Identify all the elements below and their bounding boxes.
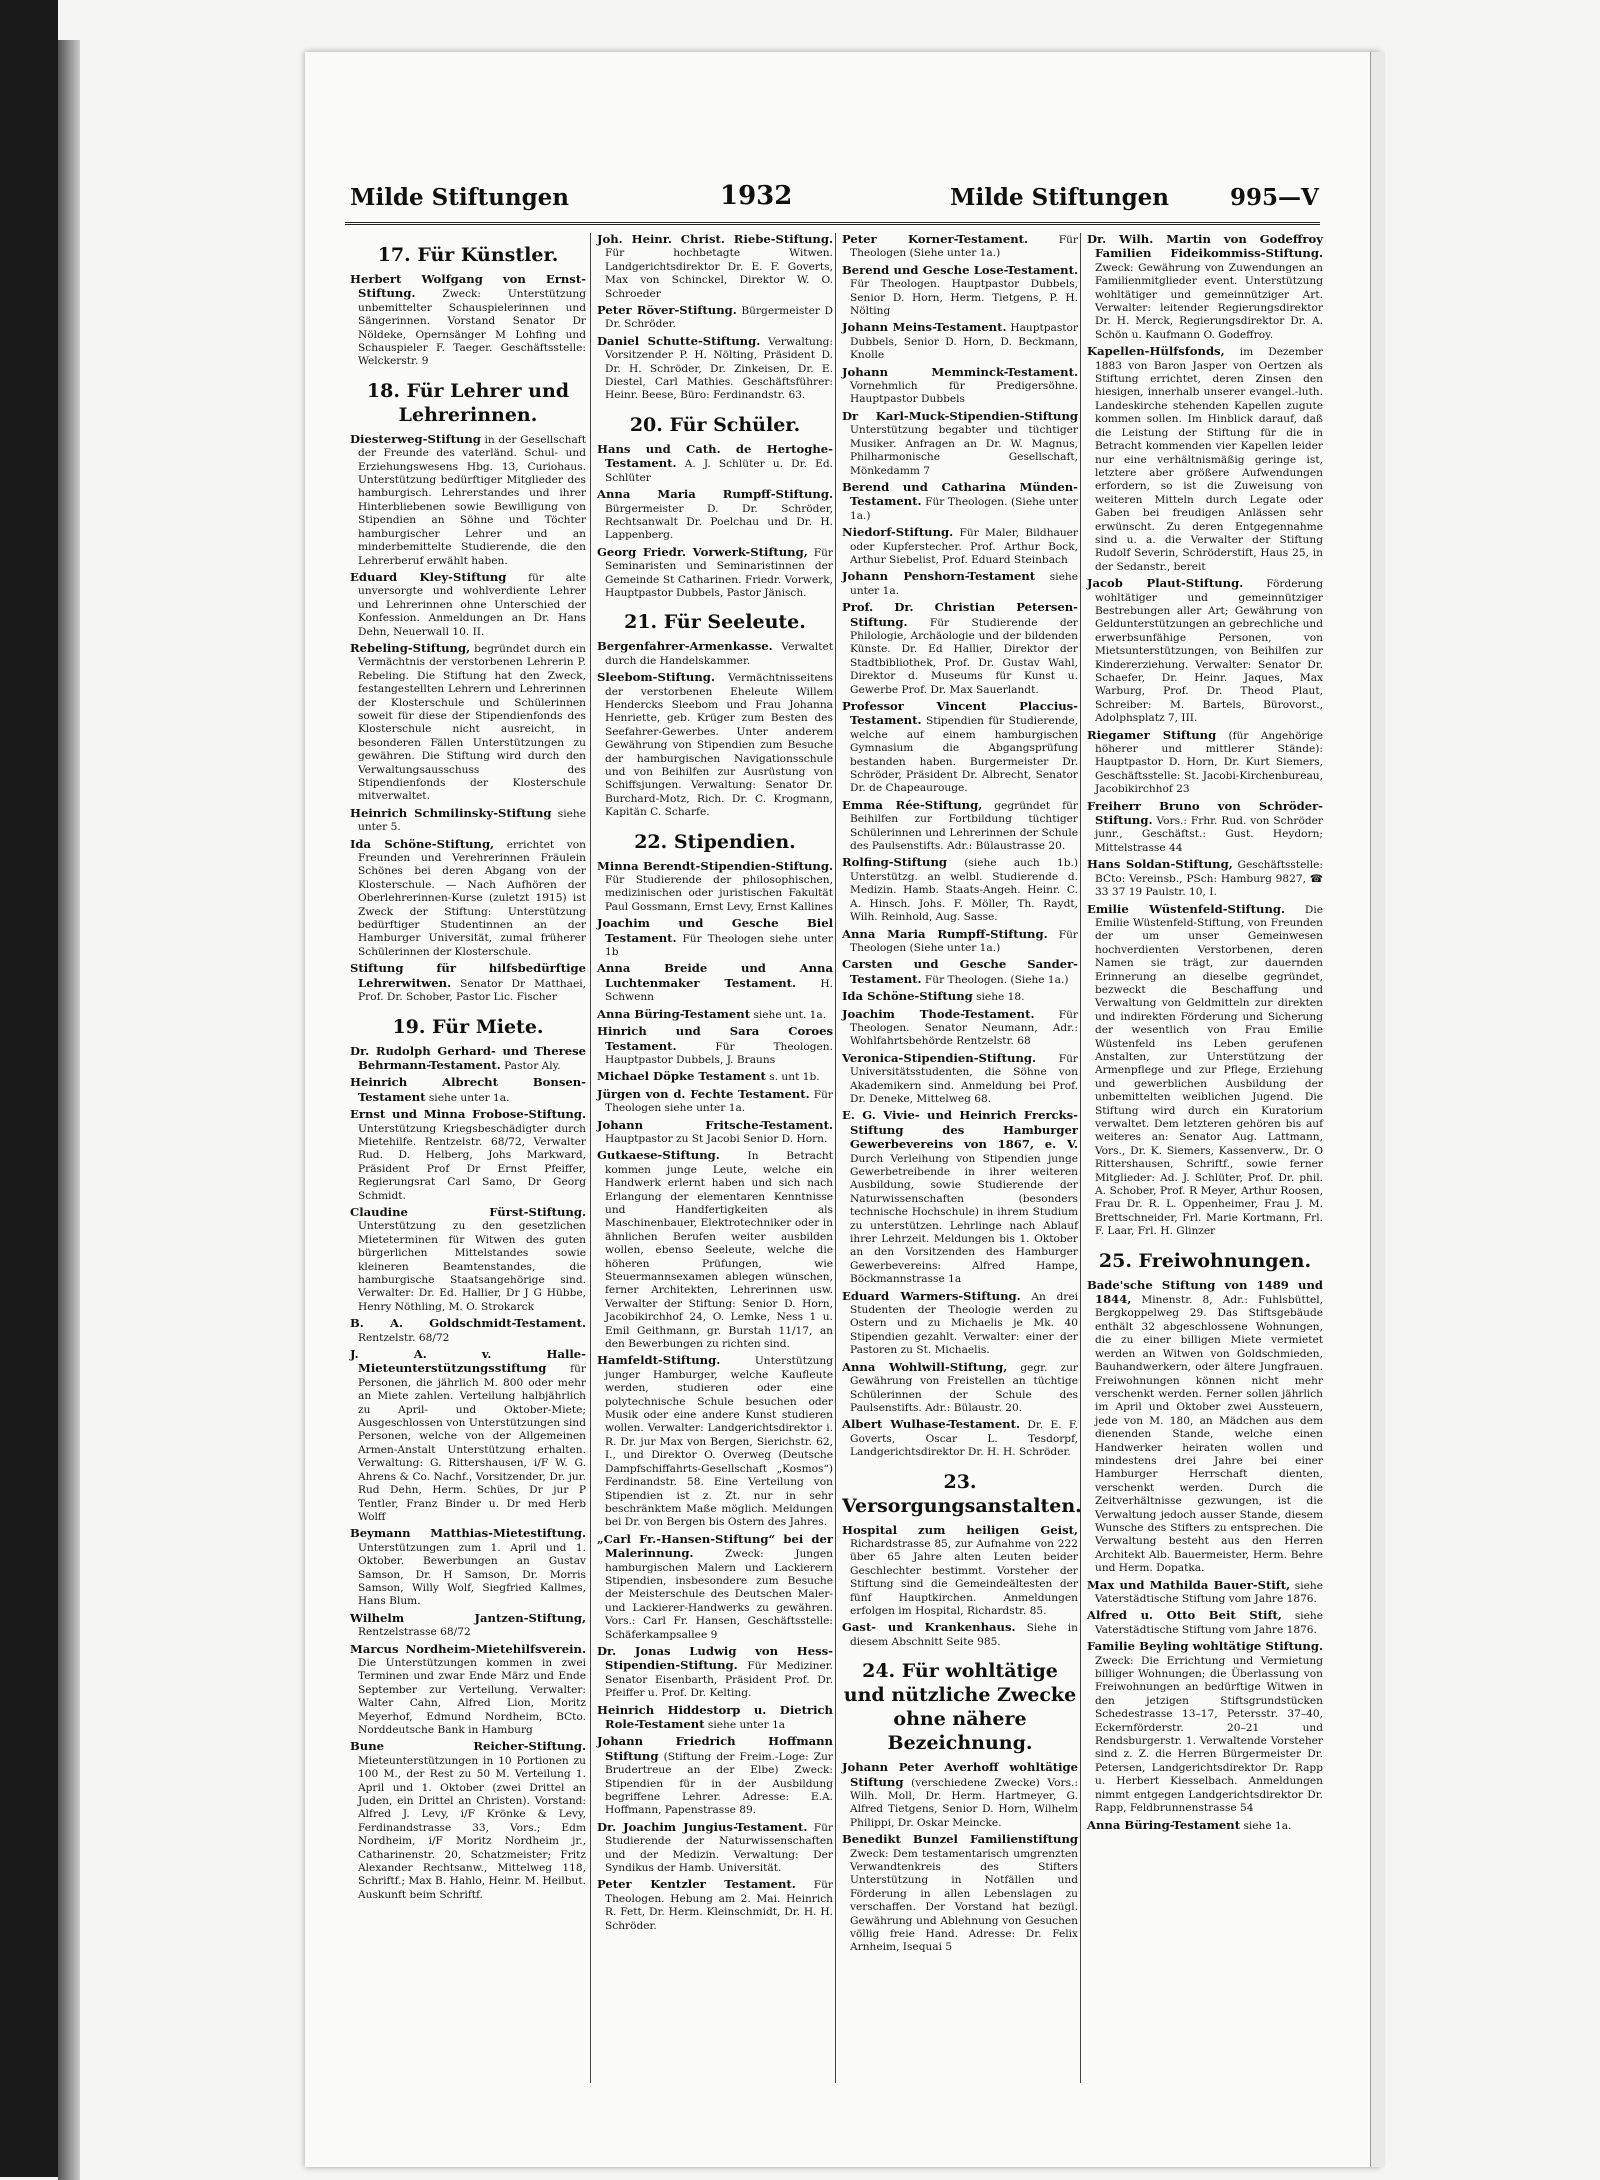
entry-text: Unterstützung Kriegsbeschädigter durch Mietehilfe. Rentzelstr. 68/72, Verwalter Rud. D. Helberg, Johs Markward, Präsident Prof Dr Ernst Pfeiffer, Regierungsrat Carl Samo, Dr Georg Schmidt.	[358, 1122, 586, 1202]
entry-name: Daniel Schutte-Stiftung.	[597, 333, 761, 348]
entry-name: Benedikt Bunzel Familienstiftung	[842, 1832, 1078, 1847]
entry-name: Professor Vincent Placcius-Testament.	[842, 699, 1078, 728]
entry-name: Dr. Joachim Jungius-Testament.	[597, 1819, 808, 1834]
entry-name: Wilhelm Jantzen-Stiftung,	[350, 1610, 586, 1625]
text-column-2	[597, 233, 833, 1936]
entry-text: Zweck: Unterstützung unbemittelter Schauspielerinnen und Sängerinnen. Vorstand Senator Dr Nöldeke, Opernsänger M Lohfing und Schauspieler F. Taeger. Geschäftsstelle: Welckerstr. 9	[358, 288, 586, 368]
entry-text: (für Angehörige höherer und mittlerer Stände): Hauptpastor D. Horn, Dr. Kurt Siemers, Geschäftsstelle: St. Jacobi-Kirchenbureau, Jacobikirchhof 23	[1095, 729, 1324, 796]
entry-name: Heinrich Albrecht Bonsen-Testament	[350, 1075, 586, 1104]
entry-name: Berend und Catharina Münden-Testament.	[842, 479, 1078, 509]
entry-text: im Dezember 1883 von Baron Jasper von Oertzen als Stiftung errichtet, deren Zinsen den hiesigen, innerhalb unserer evangel.-luth. Landeskirche stehenden Kapellen zugute kommen sollen. Im Hinblick darauf, daß die Leistung der Stiftung für die in Betracht kommenden vier Kapellen leider nur eine verhältnismäßig geringe ist, letztere aber größere Aufwendungen erfordern, so ist die Zuweisung von weiteren Mitteln durch Legate oder Gaben bei freudigen Anlässen sehr erwünscht. Zu deren Entgegennahme sind u. a. die Verwalter der Stiftung Rudolf Severin, Schröderstift, Haus 25, in der Sedanstr., bereit	[1095, 346, 1323, 573]
column-divider	[590, 233, 591, 2083]
entry-text: Förderung wohltätiger und gemeinnütziger Bestrebungen aller Art; Gewährung von Geldunterstützungen an gebrechliche und erwerbsunfähige Personen, von Mietsunterstützungen, von Beihilfen zur Kindererziehung. Verwalter: Senator Dr. Schaefer, Dr. Heinr. Jaques, Max Warburg, Prof. Dr. Theod Plaut, Schreiber: M. Bartels, Bürovorst., Adolphsplatz 7, III.	[1095, 578, 1324, 725]
section-heading: 25. Freiwohnungen.	[1098, 1249, 1312, 1272]
entry-name: Ida Schöne-Stiftung	[842, 989, 973, 1004]
entry-name: Heinrich Hiddestorp u. Dietrich Role-Testament	[597, 1702, 833, 1731]
entry-text: Vors.: Frhr. Rud. von Schröder junr., Geschäftst.: Gust. Heydorn; Mittelstrasse 44	[1095, 815, 1323, 854]
entry-text: siehe unter 5.	[358, 807, 586, 834]
foundation-entry	[597, 443, 833, 485]
foundation-entry	[842, 928, 1078, 956]
foundation-entry	[842, 958, 1078, 987]
foundation-entry	[842, 700, 1078, 796]
entry-name: Claudine Fürst-Stiftung.	[350, 1204, 586, 1219]
entry-name: Freiherr Bruno von Schröder-Stiftung.	[1087, 798, 1323, 828]
entry-text: Für Theologen siehe unter 1a.	[605, 1088, 833, 1115]
entry-text: s. unt 1b.	[765, 1071, 820, 1084]
foundation-entry	[842, 366, 1078, 407]
entry-text: Für Theologen. Hauptpastor Dubbels, Senior D. Horn, Herm. Tietgens, P. H. Nölting	[850, 278, 1078, 318]
entry-text: Für Theologen. (Siehe unter 1a.)	[850, 496, 1078, 522]
entry-text: Hauptpastor zu St Jacobi Senior D. Horn.	[605, 1132, 828, 1145]
entry-text: In Betracht kommen junge Leute, welche ein Handwerk erlernt haben und sich nach Erlangung der elementaren Kenntnisse und Handfertigkeiten als Maschinenbauer, Elektrotechniker oder in ähnlichen Berufen weiter ausbilden wollen, ebenso Seeleute, welche die höheren Prüfungen, wie Steuermannsexamen ablegen wünschen, ferner Architekten, Lehrerinnen usw. Verwalter der Stiftung: Senior D. Horn, Jacobikirchhof 24, O. Lemke, Ness 1 u. Emil Geithmann, gr. Burstah 11/17, an den Bewerbungen zu richten sind.	[605, 1150, 833, 1351]
entry-text: Die Unterstützungen kommen in zwei Terminen und zwar Ende März und Ende September zur Verteilung. Verwalter: Walter Cahn, Alfred Lion, Moritz Meyerhof, Edmund Nordheim, BCto. Norddeutsche Bank in Hamburg	[358, 1656, 586, 1736]
entry-text: Verwaltung: Vorsitzender P. H. Nölting, Präsident D. Dr. H. Schröder, Dr. Zinkeisen, Dr. E. Diestel, Carl Mathies. Geschäftsführer: Heinr. Beese, Büro: Ferdinandstr. 63.	[605, 335, 833, 402]
entry-name: Anna Büring-Testament	[1087, 1817, 1241, 1832]
foundation-entry	[842, 321, 1078, 362]
foundation-entry	[842, 481, 1078, 523]
foundation-entry	[597, 1821, 833, 1876]
entry-text: Bürgermeister D Dr. Schröder.	[605, 305, 833, 331]
text-column-3	[842, 232, 1082, 1958]
entry-text: (Stiftung der Freim.-Loge: Zur Brudertreue an der Elbe) Zweck: Stipendien für in der Ausbildung begriffene Lehrer. Adresse: E.A. Hoffmann, Papenstrasse 89.	[605, 1750, 833, 1817]
section-heading: 19. Für Miete.	[392, 1015, 544, 1038]
entry-name: Kapellen-Hülfsfonds,	[1087, 344, 1225, 359]
entry-name: Carsten und Gesche Sander-Testament.	[842, 957, 1078, 986]
foundation-entry	[597, 1008, 833, 1022]
entry-text: Zweck: Gewährung von Zuwendungen an Familienmitglieder event. Unterstützung wohltätiger und gemeinnütziger Art. Verwalter: leitender Regierungsdirektor Dr. H. Merck, Regierungsdirektor Dr. A. Schön u. Kaufmann O. Godeffroy.	[1095, 261, 1323, 341]
entry-text: Unterstützung zu den gesetzlichen Mieteterminen für Witwen des guten bürgerlichen Mittelstandes sowie kleineren Beamtenstandes, die hamburgische Staatsangehörige sind. Verwalter: Dr. Ed. Hallier, Dr J G Hübbe, Henry Nöthling, M. O. Strokarck	[358, 1220, 586, 1313]
foundation-entry	[1087, 1279, 1323, 1576]
entry-text: Senator Dr Matthaei, Prof. Dr. Schober, Pastor Lic. Fischer	[358, 977, 586, 1004]
entry-text: siehe Vaterstädtische Stiftung vom Jahre 1876.	[1095, 1610, 1324, 1636]
foundation-entry	[842, 1052, 1078, 1107]
entry-name: Joachim und Gesche Biel Testament.	[597, 916, 833, 945]
entry-name: Prof. Dr. Christian Petersen-Stiftung.	[842, 600, 1078, 629]
section-heading: 17. Für Künstler.	[377, 244, 559, 266]
entry-name: Bade'sche Stiftung von 1489 und 1844,	[1087, 1277, 1323, 1307]
foundation-entry	[842, 570, 1078, 598]
entry-text: Für Maler, Bildhauer oder Kupferstecher. Prof. Arthur Bock, Arthur Siebelist, Prof. Eduard Steinbach	[850, 527, 1078, 566]
entry-text: Hauptpastor Dubbels, Senior D. Horn, D. Beckmann, Knolle	[850, 322, 1078, 362]
entry-name: Alfred u. Otto Beit Stift,	[1087, 1608, 1282, 1623]
entry-text: Unterstützung begabter und tüchtiger Musiker. Anfragen an Dr. W. Magnus, Philharmonische Gesellschaft, Mönkedamm 7	[850, 424, 1078, 477]
entry-name: Familie Beyling wohltätige Stiftung.	[1087, 1639, 1323, 1654]
entry-name: B. A. Goldschmidt-Testament.	[350, 1316, 586, 1331]
entry-text: Die Emilie Wüstenfeld-Stiftung, von Freunden der um unser Gemeinwesen hochverdienten Verstorbenen, deren Namen sie trägt, zur dauernden Erinnerung an dieselbe gegründet, bezweckt die Beschaffung und Verwaltung von Geldmitteln zur direkten und indirekten Förderung und Sicherung der wesentlich von Frau Emilie Wüstenfeld ins Leben gerufenen Anstalten, zur Unterstützung der Armenpflege und zur Pflege, Erziehung und gewerblichen Ausbildung der unbemittelten weiblichen Jugend. Die Stiftung wird durch ein Kuratorium verwaltet. Dem letzteren gehören bis auf weiteres an: Senator Aug. Lattmann, Vors., Dr. K. Siemers, Kassenverw., Dr. O Rittershausen, Schriftf., sowie ferner Mitglieder: Ad. J. Schlüter, Prof. Dr. phil. A. Schober, Prof. R Meyer, Arthur Roosen, Frau Dr. R. L. Oppenheimer, Frau J. M. Brettschneider, Frl. Marie Kortmann, Frl. F. Laar, Frl. H. Glinzer	[1095, 903, 1323, 1238]
entry-text: siehe Vaterstädtische Stiftung vom Jahre 1876.	[1095, 1579, 1323, 1605]
entry-name: Eduard Kley-Stiftung	[350, 569, 507, 584]
entry-name: Sleebom-Stiftung.	[597, 670, 715, 685]
entry-text: siehe 1a.	[1240, 1819, 1292, 1832]
entry-text: Richardstrasse 85, zur Aufnahme von 222 über 65 Jahre alten Leuten beider Geschlechter bestimmt. Vorsteher der Stiftung sind die Gemeindeältesten der fünf Hauptkirchen. Anmeldungen erfolgen im Hospital, Richardstr. 85.	[850, 1537, 1078, 1617]
entry-text: H. Schwenn	[605, 977, 833, 1004]
entry-text: Für Studierende der philosophischen, medizinischen oder juristischen Fakultät Paul Gossmann, Ernst Levy, Ernst Kallines	[605, 874, 833, 913]
entry-name: Rolfing-Stiftung	[842, 855, 947, 870]
entry-name: Ernst und Minna Frobose-Stiftung.	[350, 1107, 586, 1122]
entry-name: Dr. Rudolph Gerhard- und Therese Behrmann-Testament.	[350, 1043, 586, 1072]
entry-name: Anna Breide und Anna Luchtenmaker Testament.	[597, 961, 833, 990]
foundation-entry	[597, 1025, 833, 1067]
foundation-entry	[842, 990, 1078, 1004]
foundation-entry	[597, 1149, 833, 1351]
foundation-entry	[842, 601, 1078, 697]
entry-text: Zweck: Jungen hamburgischen Malern und Lackierern Stipendien, insbesondere zum Besuche der Meisterschule des Deutschen Maler- und Lackierer-Handwerks zu gewähren. Vors.: Carl Fr. Hansen, Geschäftsstelle: Schäferkampsallee 9	[605, 1548, 833, 1641]
foundation-entry	[597, 1088, 833, 1116]
entry-name: Michael Döpke Testament	[597, 1069, 766, 1084]
entry-name: Joachim Thode-Testament.	[842, 1006, 1035, 1021]
foundation-entry	[350, 1317, 586, 1345]
foundation-entry	[597, 304, 833, 332]
foundation-entry	[350, 1527, 586, 1608]
entry-name: Johann Penshorn-Testament	[842, 569, 1036, 584]
entry-text: Bürgermeister D. Dr. Schröder, Rechtsanwalt Dr. Poelchau und Dr. H. Lappenberg.	[605, 502, 833, 542]
entry-name: Dr. Jonas Ludwig von Hess-Stipendien-Stiftung.	[597, 1643, 833, 1673]
foundation-entry	[350, 1206, 586, 1314]
book-gutter	[58, 40, 80, 2180]
entry-text: Für Theologen siehe unter 1b	[605, 932, 833, 959]
foundation-entry	[1087, 1579, 1323, 1607]
entry-name: Anna Wohlwill-Stiftung,	[842, 1359, 1008, 1374]
foundation-entry	[1087, 1609, 1323, 1637]
foundation-entry	[597, 488, 833, 543]
foundation-entry	[350, 1643, 586, 1738]
entry-name: Hans Soldan-Stiftung,	[1087, 857, 1233, 872]
entry-name: Anna Maria Rumpff-Stiftung.	[842, 926, 1048, 941]
foundation-entry	[1087, 345, 1323, 574]
entry-name: Gutkaese-Stiftung.	[597, 1148, 720, 1163]
entry-text: Rentzelstr. 68/72	[358, 1331, 450, 1344]
page-edge	[1370, 52, 1385, 2167]
entry-text: Pastor Aly.	[500, 1059, 561, 1072]
foundation-entry	[597, 1354, 833, 1529]
foundation-entry	[597, 860, 833, 915]
entry-text: siehe unter 1a.	[850, 571, 1078, 597]
foundation-entry	[842, 233, 1078, 261]
entry-name: Ida Schöne-Stiftung,	[350, 836, 495, 851]
foundation-entry	[842, 1361, 1078, 1416]
entry-name: Eduard Warmers-Stiftung.	[842, 1288, 1021, 1303]
entry-text: Für Studierende der Philologie, Archäologie und der bildenden Künste. Dr. Ed Hallier, Direktor der Stadtbibliothek, Prof. Dr. Gustav Wahl, Direktor d. Museums für Kunst u. Gewerbe Prof. Dr. Max Sauerlandt.	[850, 616, 1078, 696]
entry-text: siehe unter 1a.	[425, 1091, 510, 1104]
entry-text: Minenstr. 8, Adr.: Fuhlsbüttel, Bergkoppelweg 29. Das Stiftsgebäude enthält 32 abgeschlossene Wohnungen, die zu einer billigen Miete vermietet werden an Witwen von Goldschmieden, Bauhandwerkern, oder ältere Jungfrauen. Freiwohnungen können nicht mehr verschenkt werden. Ferner sollen jährlich im April und Oktober zwei Aussteuern, jede von M. 180, an Mädchen aus dem dienenden Stande, welche einen Handwerker heiraten wollen und mindestens drei Jahre bei einer Hamburger Herrschaft dienten, verschenkt werden. Durch die Zeitverhältnisse gezwungen, ist die Verwaltung jedoch ausser Stande, diesem Wunsche des Stifters zu entsprechen. Die Verwaltung besteht aus den Herren Architekt Alb. Bauermeister, Herm. Behre und Herm. Dopatka.	[1095, 1294, 1323, 1575]
entry-name: Johann Fritsche-Testament.	[597, 1117, 833, 1132]
entry-text: Rentzelstrasse 68/72	[358, 1626, 471, 1639]
entry-name: Stiftung für hilfsbedürftige Lehrerwitwen.	[350, 961, 586, 990]
foundation-entry	[350, 571, 586, 639]
entry-name: Herbert Wolfgang von Ernst-Stiftung.	[350, 272, 586, 301]
header-left-title: Milde Stiftungen	[350, 184, 570, 211]
foundation-entry	[842, 1621, 1078, 1649]
entry-text: (siehe auch 1b.) Unterstützg. an welbl. Studierende d. Medizin. Hamb. Staats-Angeh. Heinr. C. A. Hinsch. Johs. F. Möller, Th. Raydt, Wilh. Reinhold, Aug. Sasse.	[850, 857, 1078, 924]
entry-name: Peter Kentzler Testament.	[597, 1877, 796, 1892]
entry-text: Für Theologen. (Siehe 1a.)	[921, 973, 1069, 986]
entry-name: Hamfeldt-Stiftung.	[597, 1353, 721, 1368]
entry-text: (verschiedene Zwecke) Vors.: Wilh. Moll, Dr. Herm. Hartmeyer, G. Alfred Tietgens, Senior D. Horn, Wilhelm Philippi, Dr. Oskar Meincke.	[850, 1776, 1078, 1829]
entry-text: gegr. zur Gewährung von Freistellen an tüchtige Schülerinnen der Schule des Paulsenstifts. Adr.: Bülaustr. 20.	[850, 1361, 1078, 1414]
foundation-entry	[597, 1119, 833, 1147]
entry-name: Rebeling-Stiftung,	[350, 640, 471, 655]
entry-text: Stipendien für Studierende, welche auf einem hamburgischen Gymnasium die Abgangsprüfung bestanden haben. Burgermeister Dr. Schröder, Präsident Dr. Albrecht, Senator Dr. de Chapeaurouge.	[850, 715, 1078, 795]
foundation-entry	[350, 1076, 586, 1105]
entry-name: Minna Berendt-Stipendien-Stiftung.	[597, 858, 833, 873]
entry-text: für alte unversorgte und wohlverdiente Lehrer und Lehrerinnen ohne Unterschied der Konfession. Anmeldungen an Dr. Hans Dehn, Neuerwall 10. II.	[358, 571, 587, 638]
entry-text: Für Mediziner. Senator Eisenbarth, Präsident Prof. Dr. Pfeiffer u. Prof. Dr. Kelting.	[605, 1660, 833, 1700]
entry-name: Riegamer Stiftung	[1087, 727, 1217, 742]
entry-name: Peter Röver-Stiftung.	[597, 303, 737, 318]
scan-dark-edge	[0, 0, 58, 2177]
foundation-entry	[842, 1109, 1078, 1286]
entry-name: „Carl Fr.-Hansen-Stiftung“ bei der Malerinnung.	[597, 1531, 833, 1561]
entry-name: Heinrich Schmilinsky-Stiftung	[350, 805, 552, 820]
foundation-entry	[350, 807, 586, 835]
entry-text: Durch Verleihung von Stipendien junge Gewerbetreibende in ihrer weiteren Ausbildung, sowie Studierende der Naturwissenschaften (besonders technische Hochschule) in ihrem Studium zu unterstützen. Lehrlinge nach Ablauf ihrer Lehrzeit. Meldungen bis 1. Oktober an den Vorsitzenden des Hamburger Gewerbevereins: Alfred Hampe, Böckmannstrasse 1a	[850, 1152, 1078, 1286]
entry-text: Unterstützungen zum 1. April und 1. Oktober. Bewerbungen an Gustav Samson, Dr. H Samson, Dr. Morris Samson, Willy Wolf, Siegfried Kallmes, Hans Blum.	[358, 1541, 586, 1608]
header-page-ref: 995—V	[1230, 184, 1319, 211]
entry-text: Für Universitätsstudenten, die Söhne von Akademikern sind. Anmeldung bei Prof. Dr. Deneke, Mittelweg 68.	[850, 1052, 1078, 1105]
foundation-entry	[597, 1704, 833, 1733]
foundation-entry	[842, 799, 1078, 854]
entry-text: Geschäftsstelle: BCto: Vereinsb., PSch: Hamburg 9827, ☎ 33 37 19 Paulstr. 10, I.	[1095, 859, 1323, 899]
foundation-entry	[597, 962, 833, 1004]
entry-name: Johann Meins-Testament.	[842, 320, 1007, 335]
entry-text: gegründet für Beihilfen zur Fortbildung tüchtiger Schülerinnen und Lehrerinnen der Schule des Paulsenstifts. Adr.: Bülaustrasse 20.	[850, 799, 1078, 853]
entry-text: siehe unter 1a	[704, 1719, 786, 1731]
foundation-entry	[1087, 800, 1323, 856]
foundation-entry	[842, 1833, 1078, 1955]
foundation-entry	[842, 1524, 1078, 1619]
running-header	[350, 181, 1320, 224]
entry-name: Anna Maria Rumpff-Stiftung.	[597, 487, 833, 502]
column-divider	[1080, 233, 1081, 2083]
entry-text: für Personen, die jährlich M. 800 oder mehr an Miete zahlen. Verteilung halbjährlich zu April- und Oktober-Miete; Ausgeschlossen von Unterstützungen sind Personen, welche von der Allgemeinen Armen-Anstalt Unterstützung erhalten. Verwaltung: G. Rittershausen, i/F W. G. Ahrens & Co. Nachf., Vorsitzender, Dr. jur. Rud Dehn, Herm. Schües, Dr jur P Tentler, Franz Binder u. Dr med Herb Wolff	[358, 1363, 586, 1523]
entry-text: Für Studierende der Naturwissenschaften und der Medizin. Verwaltung: Der Syndikus der Hamb. Universität.	[605, 1821, 833, 1875]
entry-name: E. G. Vivie- und Heinrich Frercks-Stiftung des Hamburger Gewerbevereins von 1867, e. V.	[842, 1108, 1078, 1152]
entry-text: Für Theologen. Senator Neumann, Adr.: Wohlfahrtsbehörde Rentzelstr. 68	[850, 1008, 1079, 1048]
entry-text: An drei Studenten der Theologie werden zu Ostern und zu Michaelis je Mk. 40 Stipendien gezahlt. Verwalter: einer der Pastoren zu St. Michaelis.	[850, 1290, 1078, 1357]
entry-name: Peter Korner-Testament.	[842, 232, 1029, 246]
foundation-entry	[350, 1740, 586, 1902]
entry-text: Für Theologen (Siehe unter 1a.)	[850, 234, 1078, 260]
foundation-entry	[350, 273, 586, 369]
entry-name: Bergenfahrer-Armenkasse.	[597, 639, 773, 654]
entry-text: Für hochbetagte Witwen. Landgerichtsdirektor Dr. E. F. Goverts, Max von Schinckel, Direktor W. O. Schroeder	[605, 247, 833, 300]
entry-text: Für Theologen (Siehe unter 1a.)	[850, 928, 1078, 954]
entry-text: Für Theologen. Hauptpastor Dubbels, J. Brauns	[605, 1040, 833, 1066]
entry-name: Veronica-Stipendien-Stiftung.	[842, 1050, 1037, 1065]
entry-name: Emma Rée-Stiftung,	[842, 797, 983, 812]
entry-name: Dr Karl-Muck-Stipendien-Stiftung	[842, 408, 1078, 423]
foundation-entry	[842, 410, 1078, 478]
entry-name: J. A. v. Halle-Mieteunterstützungsstiftung	[350, 1347, 586, 1376]
entry-name: Albert Wulhase-Testament.	[842, 1417, 1021, 1432]
entry-text: Siehe in diesem Abschnitt Seite 985.	[850, 1622, 1078, 1648]
column-divider	[835, 233, 836, 2083]
foundation-entry	[597, 671, 833, 819]
foundation-entry	[597, 233, 833, 301]
entry-name: Anna Büring-Testament	[597, 1006, 751, 1021]
foundation-entry	[597, 1878, 833, 1933]
entry-text: in der Gesellschaft der Freunde des vaterländ. Schul- und Erziehungswesens Hbg. 13, Curiohaus. Unterstützung bedürftiger Mitglieder des hamburgisch. Lehrerstandes und ihrer Hinterbliebenen sowie Bewilligung von Stipendien an Söhne und Töchter hamburgischer Lehrer und an minderbemittelte Studierende, die den Lehrerberuf erwählt haben.	[358, 433, 586, 567]
text-column-1	[350, 233, 586, 1905]
foundation-entry	[350, 838, 586, 960]
foundation-entry	[842, 856, 1078, 924]
entry-name: Diesterweg-Stiftung	[350, 431, 481, 446]
entry-text: A. J. Schlüter u. Dr. Ed. Schlüter	[605, 458, 833, 484]
foundation-entry	[597, 1070, 833, 1084]
entry-name: Beymann Matthias-Mietestiftung.	[350, 1526, 586, 1541]
entry-text: begründet durch ein Vermächtnis der verstorbenen Lehrerin P. Rebeling. Die Stiftung hat den Zweck, festangestellten Lehrern und Lehrerinnen der Klosterschule und Schülerinnen soweit für diese der Stipendienfonds des Klosterschule nicht ausreicht, in besonderen Fällen Unterstützungen zu gewähren. Die Stiftung wird durch den Verwaltungsausschuss des Stipendienfonds der Klosterschule mitverwaltet.	[358, 642, 586, 803]
foundation-entry	[842, 264, 1078, 319]
foundation-entry	[597, 546, 833, 601]
entry-name: Niedorf-Stiftung.	[842, 525, 954, 540]
foundation-entry	[842, 1418, 1078, 1459]
entry-text: Verwaltet durch die Handelskammer.	[605, 641, 833, 667]
entry-name: Jacob Plaut-Stiftung.	[1087, 576, 1244, 591]
foundation-entry	[350, 433, 586, 568]
foundation-entry	[1087, 729, 1323, 797]
foundation-entry	[597, 640, 833, 668]
entry-text: Vermächtnisseitens der verstorbenen Eheleute Willem Hendercks Sleebom und Frau Johanna Henriette, geb. Krüger zum Besten des Seefahrer-Gewerbes. Unter anderem Gewährung von Stipendien zum Besuche der hamburgischen Navigationsschule und von Beihilfen zur Ausrüstung von Schiffsjungen. Verwaltung: Senator Dr. Burchard-Motz, Rich. Dr. C. Krogmann, Kapitän C. Scharfe.	[605, 672, 833, 819]
entry-name: Johann Friedrich Hoffmann Stiftung	[597, 1734, 833, 1763]
foundation-entry	[842, 1290, 1078, 1358]
entry-text: Zweck: Die Errichtung und Vermietung billiger Wohnungen; die Überlassung von Freiwohnungen an bedürftige Witwen in den jetzigen Stiftsgrundstücken Schedestrasse 13–17, Petersstr. 37–40, Eckernförderstr. 20–21 und Rendsburgerstr. 1. Verwaltende Vorsteher sind z. Z. die Herren Bürgermeister Dr. Petersen, Landgerichtsdirektor Dr. Rapp u. Herbert Kiesselbach. Anmeldungen nimmt entgegen Landgerichtsdirektor Dr. Rapp, Feldbrunnenstrasse 54	[1095, 1654, 1323, 1815]
foundation-entry	[597, 1645, 833, 1701]
entry-text: siehe 18.	[972, 991, 1025, 1004]
entry-name: Johann Memminck-Testament.	[842, 364, 1078, 379]
entry-text: errichtet von Freunden und Verehrerinnen Fräulein Schönes bei deren Abgang von der Klosterschule. — Nach Aufhören der Oberlehrerinnen-Kurse (zuletzt 1915) ist Zweck der Stiftung: Unterstützung bedürftiger Studentinnen an der Hamburger Universität, zumal früherer Schülerinnen der Klosterschule.	[358, 838, 586, 958]
entry-name: Johann Peter Averhoff wohltätige Stiftung	[842, 1760, 1078, 1789]
entry-name: Hospital zum heiligen Geist,	[842, 1522, 1078, 1537]
foundation-entry	[1087, 233, 1323, 342]
entry-text: Vornehmlich für Predigersöhne. Hauptpastor Dubbels	[850, 380, 1078, 406]
entry-text: siehe unt. 1a.	[750, 1008, 827, 1021]
entry-name: Jürgen von d. Fechte Testament.	[597, 1086, 810, 1101]
foundation-entry	[350, 1612, 586, 1640]
foundation-entry	[350, 642, 586, 804]
header-right-title: Milde Stiftungen	[950, 184, 1170, 211]
foundation-entry	[350, 1108, 586, 1203]
entry-name: Hinrich und Sara Coroes Testament.	[597, 1024, 833, 1053]
section-heading: 18. Für Lehrer und Lehrerinnen.	[366, 379, 570, 426]
section-heading: 23. Versorgungsanstalten.	[842, 1470, 1082, 1517]
section-heading: 24. Für wohltätige und nützliche Zwecke ohne nähere Bezeichnung.	[843, 1660, 1077, 1755]
entry-text: Für Seminaristen und Seminaristinnen der Gemeinde St Catharinen. Friedr. Vorwerk, Hauptpastor Dubbels, Pastor Jänisch.	[605, 546, 833, 599]
entry-text: Für Theologen. Hebung am 2. Mai. Heinrich R. Fett, Dr. Herm. Kleinschmidt, Dr. H. H. Schröder.	[605, 1879, 834, 1932]
foundation-entry	[1087, 858, 1323, 899]
entry-text: Dr. E. F. Goverts, Oscar L. Tesdorpf, Landgerichtsdirektor Dr. H. H. Schröder.	[850, 1419, 1078, 1459]
section-heading: 20. Für Schüler.	[629, 413, 801, 436]
entry-name: Hans und Cath. de Hertoghe-Testament.	[597, 441, 833, 471]
foundation-entry	[350, 1045, 586, 1074]
text-column-4	[1087, 233, 1323, 1836]
foundation-entry	[842, 1761, 1078, 1830]
foundation-entry	[350, 1348, 586, 1524]
entry-name: Marcus Nordheim-Mietehilfsverein.	[350, 1641, 586, 1656]
foundation-entry	[597, 917, 833, 959]
header-rule	[345, 222, 1320, 225]
entry-name: Gast- und Krankenhaus.	[842, 1620, 1016, 1635]
foundation-entry	[1087, 1640, 1323, 1815]
foundation-entry	[842, 526, 1078, 567]
foundation-entry	[1087, 1819, 1323, 1833]
entry-text: Unterstützung junger Hamburger, welche Kaufleute werden, studieren oder eine polytechnische Schule besuchen oder Musik oder eine andere Kunst studieren wollen. Verwalter: Landgerichtsdirektor i. R. Dr. jur Max von Bergen, Sierichstr. 62, I., und Direktor O. Overweg (Deutsche Dampfschiffahrts-Gesellschaft „Kosmos“) Ferdinandstr. 58. Eine Verteilung von Stipendien ist z. Zt. nur in sehr beschränktem Maße möglich. Meldungen bei Dr. von Bergen bis Ostern des Jahres.	[605, 1355, 833, 1529]
entry-name: Georg Friedr. Vorwerk-Stiftung,	[597, 544, 808, 559]
entry-name: Dr. Wilh. Martin von Godeffroy Familien Fideikommiss-Stiftung.	[1087, 232, 1323, 261]
foundation-entry	[1087, 903, 1323, 1239]
foundation-entry	[597, 1533, 833, 1642]
header-year: 1932	[720, 181, 793, 211]
entry-name: Emilie Wüstenfeld-Stiftung.	[1087, 901, 1286, 916]
entry-name: Joh. Heinr. Christ. Riebe-Stiftung.	[597, 232, 833, 246]
section-heading: 22. Stipendien.	[634, 830, 796, 853]
foundation-entry	[597, 1735, 833, 1817]
section-heading: 21. Für Seeleute.	[624, 611, 806, 634]
entry-name: Bune Reicher-Stiftung.	[350, 1739, 586, 1754]
entry-text: Mieteunterstützungen in 10 Portionen zu 100 M., der Rest zu 50 M. Verteilung 1. April und 1. Oktober (zwei Drittel an Juden, ein Drittel an Christen). Vorstand: Alfred J. Levy, i/F Krönke & Levy, Ferdinandstrasse 33, Vors.; Edm Nordheim, i/F Moritz Nordheim jr., Catharinenstr. 20, Schatzmeister; Fritz Alexander Rechtsanw., Mittelweg 118, Schriftf.; Max B. Hahlo, Heinr. M. Heilbut. Auskunft beim Schriftf.	[358, 1754, 586, 1901]
foundation-entry	[350, 962, 586, 1004]
entry-name: Berend und Gesche Lose-Testament.	[842, 262, 1078, 277]
entry-name: Max und Mathilda Bauer-Stift,	[1087, 1577, 1291, 1592]
foundation-entry	[842, 1008, 1078, 1049]
entry-text: Zweck: Dem testamentarisch umgrenzten Verwandtenkreis des Stifters Unterstützung in Notfällen und Förderung in allen Lebenslagen zu verschaffen. Der Vorstand hat bezügl. Gewährung und Ablehnung von Gesuchen völlig freie Hand. Adresse: Dr. Felix Arnheim, Isequai 5	[850, 1847, 1078, 1954]
foundation-entry	[597, 335, 833, 403]
foundation-entry	[1087, 577, 1323, 725]
